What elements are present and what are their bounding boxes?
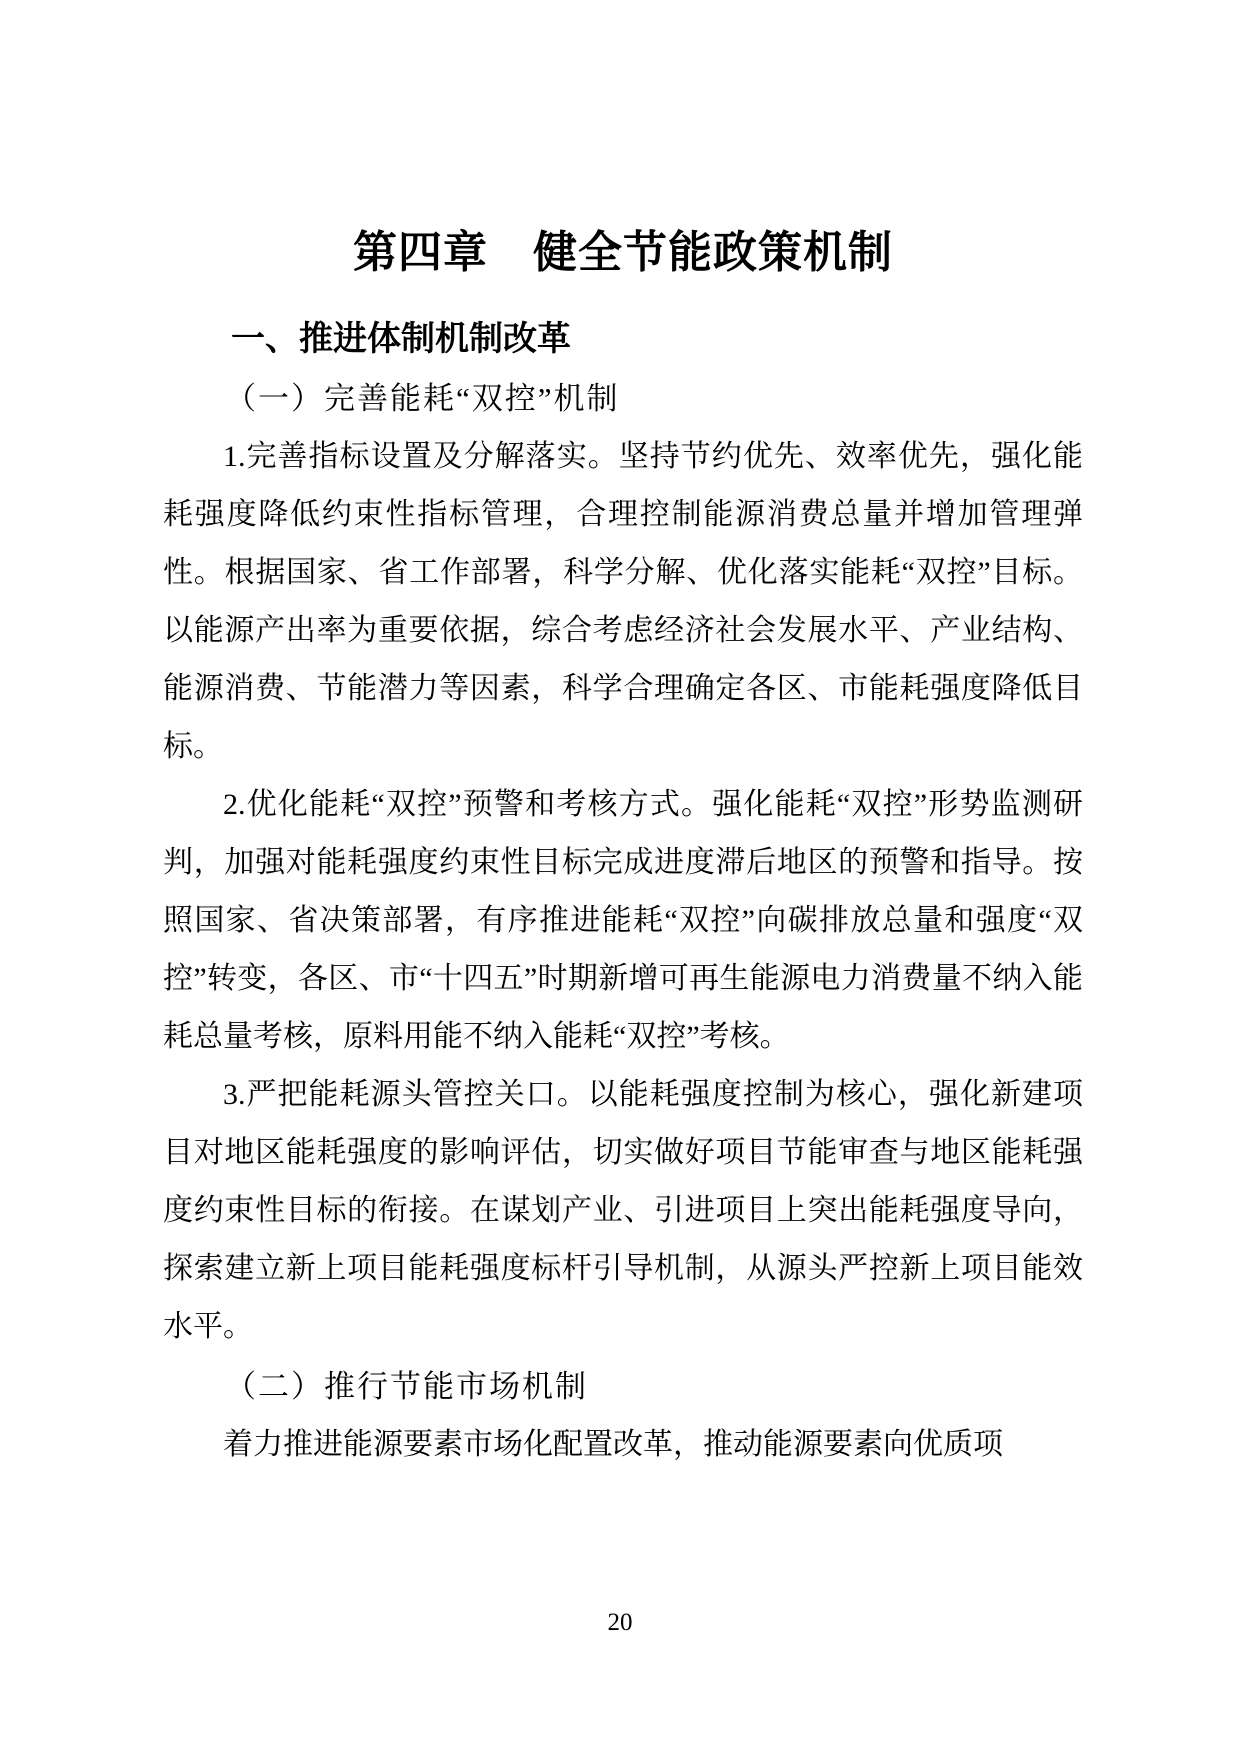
section-heading: 一、推进体制机制改革: [231, 320, 571, 358]
paragraph-1: 1.完善指标设置及分解落实。坚持节约优先、效率优先，强化能耗强度降低约束性指标管理，合理控制能源消费总量并增加管理弹性。根据国家、省工作部署，科学分解、优化落实能耗“双控”目标。以能源产出率为重要依据，综合考虑经济社会发展水平、产业结构、能源消费、节能潜力等因素，科学合理确定各区、市能耗强度降低目标。: [163, 440, 1083, 763]
paragraph-2: 2.优化能耗“双控”预警和考核方式。强化能耗“双控”形势监测研判，加强对能耗强度约束性目标完成进度滞后地区的预警和指导。按照国家、省决策部署，有序推进能耗“双控”向碳排放总量和强度“双控”转变，各区、市“十四五”时期新增可再生能源电力消费量不纳入能耗总量考核，原料用能不纳入能耗“双控”考核。: [163, 788, 1083, 1053]
paragraph-3: 3.严把能耗源头管控关口。以能耗强度控制为核心，强化新建项目对地区能耗强度的影响评估，切实做好项目节能审查与地区能耗强度约束性目标的衔接。在谋划产业、引进项目上突出能耗强度导向，探索建立新上项目能耗强度标杆引导机制，从源头严控新上项目能效水平。: [163, 1078, 1083, 1343]
paragraph-4: 着力推进能源要素市场化配置改革，推动能源要素向优质项: [223, 1428, 1003, 1461]
subsection-heading-1: （一）完善能耗“双控”机制: [225, 381, 620, 416]
chapter-title: 第四章 健全节能政策机制: [353, 228, 893, 277]
page-number: 20: [607, 1609, 633, 1636]
subsection-heading-2: （二）推行节能市场机制: [225, 1369, 588, 1404]
